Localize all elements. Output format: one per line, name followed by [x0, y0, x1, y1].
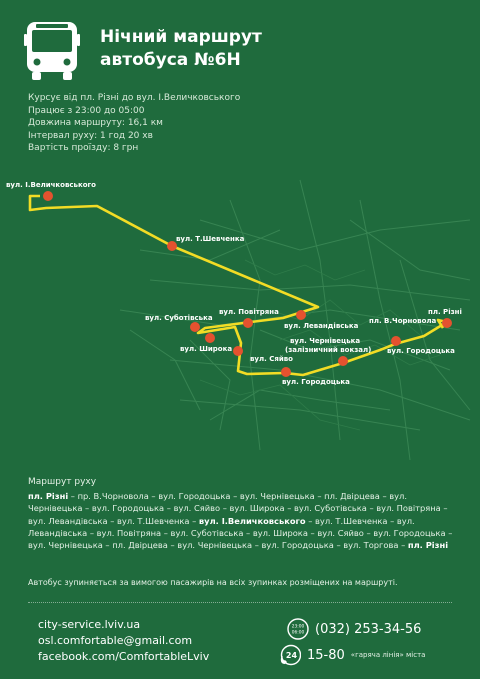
info-interval: Інтервал руху: 1 год 20 хв	[28, 130, 153, 141]
stop-marker-levandivska	[296, 310, 306, 320]
stop-marker-rizni	[442, 318, 452, 328]
route-part-2: – вул. Т.Шевченка – вул. Левандівська – вул. Повітряна – вул. Суботівська – вул. Широка – вул. Сяйво – вул. Городоцька – вул. Чернівецька – пл. Двірцева – вул. Чернівецька – вул. Городоцька – вул. Торгова –	[28, 515, 453, 551]
website-link[interactable]: city-service.lviv.ua	[38, 618, 141, 631]
stop-marker-horodotska	[281, 367, 291, 377]
svg-text:06:00: 06:00	[291, 630, 305, 636]
info-fare: Вартість проїзду: 8 грн	[28, 143, 139, 153]
phone-number-1: (032) 253-34-56	[315, 621, 422, 637]
stop-label-subotivska: вул. Суботівська	[145, 314, 213, 322]
info-length: Довжина маршруту: 16,1 км	[28, 118, 163, 128]
phone-number-2: 15-80	[307, 647, 345, 663]
stop-label-chornovola: пл. В.Чорновола	[369, 317, 437, 325]
facebook-link[interactable]: facebook.com/ComfortableLviv	[38, 650, 210, 663]
stop-label-povitriana: вул. Повітряна	[219, 308, 279, 316]
title-line-1: Нічний маршрут	[100, 27, 262, 47]
stop-marker-povitriana	[243, 318, 253, 328]
stop-label-shyroka: вул. Широка	[180, 345, 233, 353]
bus-icon	[24, 18, 80, 82]
email-link[interactable]: osl.comfortable@gmail.com	[38, 634, 193, 647]
route-section-title: Маршрут руху	[28, 477, 97, 487]
stop-label-rizni: пл. Різні	[428, 308, 462, 316]
svg-text:24: 24	[285, 651, 298, 660]
info-direction: Курсує від пл. Різні до вул. І.Величковського	[28, 93, 241, 103]
route-turnaround: вул. І.Величковського	[198, 515, 306, 526]
stop-marker-shyroka	[205, 333, 215, 343]
route-start: пл. Різні	[28, 491, 69, 501]
phone-hours-icon	[287, 618, 309, 640]
stop-label-shevchenka: вул. Т.Шевченка	[176, 235, 245, 243]
stop-marker-chernivetska	[338, 356, 348, 366]
stop-label-horodotska-2: вул. Городоцька	[387, 347, 455, 355]
hotline-24-icon	[279, 644, 301, 666]
route-info	[28, 92, 240, 155]
stop-marker-velychkovskoho	[43, 191, 53, 201]
title-line-2: автобуса №6Н	[100, 50, 241, 70]
divider	[28, 602, 452, 603]
phone-dispatcher[interactable]	[287, 618, 421, 640]
route-map	[0, 160, 480, 460]
contacts	[38, 617, 209, 665]
stop-label-chernivetska: вул. Чернівецька	[290, 337, 361, 345]
route-end: пл. Різні	[407, 540, 449, 551]
stop-marker-chornovola	[391, 336, 401, 346]
stop-label-levandivska: вул. Левандівська	[284, 322, 359, 330]
stop-label-station: (залізничний вокзал)	[285, 346, 372, 354]
stop-label-velychkovskoho: вул. І.Величковського	[6, 181, 96, 189]
route-part-1: – пр. В.Чорновола – вул. Городоцька – вул. Чернівецька – пл. Двірцева – вул. Чернівецька – вул. Городоцька – вул. Сяйво – вул. Широка – вул. Суботівська – вул. Повітряна – вул. Левандівська – вул. Т.Шевченка –	[28, 491, 448, 526]
info-hours: Працює з 23:00 до 05:00	[28, 105, 145, 116]
route-description	[28, 490, 458, 551]
phone-hotline[interactable]	[279, 644, 425, 666]
stop-marker-subotivska	[190, 322, 200, 332]
hotline-note: «гаряча лінія» міста	[350, 651, 426, 659]
stop-label-siaivo: вул. Сяйво	[250, 355, 293, 363]
stop-marker-siaivo	[233, 346, 243, 356]
svg-text:23:00: 23:00	[291, 624, 305, 630]
stop-label-horodotska: вул. Городоцька	[282, 378, 350, 386]
stop-on-request-note: Автобус зупиняється за вимогою пасажирів на всіх зупинках розміщених на маршруті.	[28, 578, 398, 587]
page-title	[100, 26, 262, 72]
